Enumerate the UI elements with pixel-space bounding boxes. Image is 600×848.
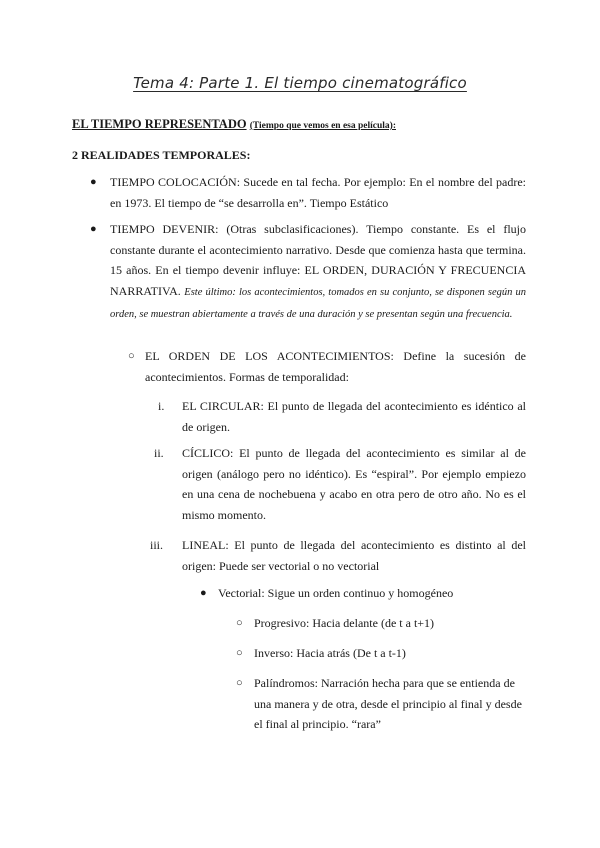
roman-marker-iii: iii. xyxy=(150,538,164,552)
hollow-bullet-icon: ○ xyxy=(236,677,243,689)
roman-marker-ii: ii. xyxy=(154,446,164,460)
devenir-italic-note: Este último: los acontecimientos, tomados en su conjunto, se disponen según un orden, se muestran abiertamente a través de una duración y se presentan según una frecuencia. xyxy=(110,286,526,320)
filled-bullet-icon: ● xyxy=(200,587,207,599)
list-item-lineal: LINEAL: El punto de llegada del acontecimiento es distinto al del origen: Puede ser vectorial o no vectorial xyxy=(182,538,526,573)
list-item-ciclico: CÍCLICO: El punto de llegada del acontecimiento es similar al de origen (análogo pero no idéntico). Es “espiral”. Por ejemplo empiezo en una cena de nochebuena y acabo en otra pero de otro año. No es el mismo momento. xyxy=(182,446,526,522)
list-item-circular: EL CIRCULAR: El punto de llegada del acontecimiento es idéntico al de origen. xyxy=(182,399,526,434)
subsection-heading: 2 REALIDADES TEMPORALES: xyxy=(72,148,251,162)
page-title: Tema 4: Parte 1. El tiempo cinematográfico xyxy=(133,74,467,92)
roman-marker-i: i. xyxy=(158,399,165,413)
filled-bullet-icon: ● xyxy=(90,223,97,235)
list-item-palindromos: Palíndromos: Narración hecha para que se entienda de una manera y de otra, desde el principio al final y desde el final al principio. “rara” xyxy=(254,676,522,731)
hollow-bullet-icon: ○ xyxy=(236,647,243,659)
list-item-colocacion: TIEMPO COLOCACIÓN: Sucede en tal fecha. Por ejemplo: En el nombre del padre: en 1973. El tiempo de “se desarrolla en”. Tiempo Estático xyxy=(110,175,526,210)
list-item-devenir: TIEMPO DEVENIR: (Otras subclasificaciones). Tiempo constante. Es el flujo constante durante el acontecimiento narrativo. Desde que comienza hasta que termina. 15 años. En el tiempo devenir influye: EL ORDEN, DURACIÓN Y FRECUENCIA NARRATIVA. Este último: los acontecimientos, tomados en su conjunto, se disponen según un orden, se muestran abiertamente a través de una duración y se presentan según una frecuencia. xyxy=(110,222,526,320)
section-heading-sub: (Tiempo que vemos en esa película): xyxy=(249,121,396,131)
filled-bullet-icon: ● xyxy=(90,176,97,188)
hollow-bullet-icon: ○ xyxy=(236,617,243,629)
section-heading xyxy=(72,117,396,132)
section-heading-main: EL TIEMPO REPRESENTADO xyxy=(72,117,247,131)
hollow-bullet-icon: ○ xyxy=(128,350,135,362)
list-item-orden: EL ORDEN DE LOS ACONTECIMIENTOS: Define la sucesión de acontecimientos. Formas de temporalidad: xyxy=(145,349,526,384)
list-item-vectorial: Vectorial: Sigue un orden continuo y homogéneo xyxy=(218,586,454,600)
list-item-inverso: Inverso: Hacia atrás (De t a t-1) xyxy=(254,646,406,660)
list-item-progresivo: Progresivo: Hacia delante (de t a t+1) xyxy=(254,616,435,630)
